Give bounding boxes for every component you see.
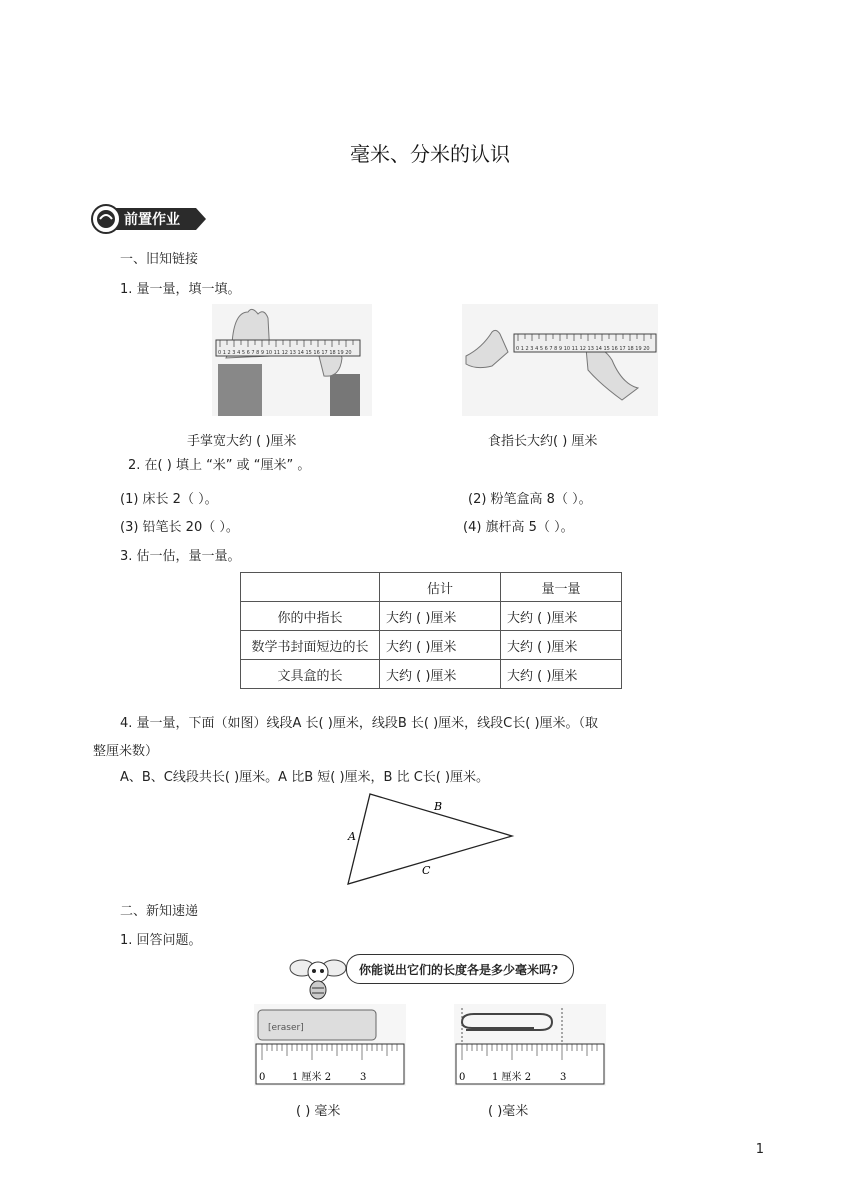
question-3: 3. 估一估，量一量。 (120, 549, 241, 564)
answer-paperclip-mm: ( )毫米 (488, 1104, 529, 1119)
segment-label-c: C (422, 864, 431, 877)
section-badge (90, 204, 210, 234)
segment-label-b: B (434, 800, 443, 813)
speech-bubble-text: 你能说出它们的长度各是多少毫米吗? (359, 963, 559, 977)
caption-palm-width: 手掌宽大约 ( )厘米 (187, 434, 297, 449)
triangle-figure (340, 790, 520, 890)
bee-mascot-icon (288, 952, 348, 1000)
ruler-label-0: 0 (459, 1072, 466, 1083)
answer-eraser-mm: ( ) 毫米 (296, 1104, 341, 1119)
table-header-row (241, 573, 622, 602)
table-cell: 大约 ( )厘米 (380, 631, 501, 660)
table-cell: 大约 ( )厘米 (501, 631, 622, 660)
q2-item-2: (2) 粉笔盒高 8（ ）。 (468, 492, 592, 507)
table-row (241, 602, 622, 631)
q2-item-1: (1) 床长 2（ ）。 (120, 492, 218, 507)
table-cell: 你的中指长 (241, 602, 380, 631)
question-4-line-1: 4. 量一量，下面（如图）线段A 长( )厘米，线段B 长( )厘米，线段C长( )厘米。（取 (120, 716, 599, 731)
caption-finger-length: 食指长大约( ) 厘米 (488, 434, 598, 449)
ruler-label-3: 3 (360, 1072, 367, 1083)
question-4-line-2: 整厘米数） (93, 744, 159, 759)
ruler-numbers: 0 1 2 3 4 5 6 7 8 9 10 11 12 13 14 15 16 17 18 19 20 (516, 346, 650, 352)
table-cell: 大约 ( )厘米 (380, 660, 501, 689)
segment-label-a: A (348, 830, 356, 843)
hand-ruler-illustration-left (212, 304, 372, 416)
ruler-label-0: 0 (259, 1072, 266, 1083)
ruler-label-mid: 1 厘米 2 (492, 1072, 532, 1083)
table-header-cell (241, 573, 380, 602)
svg-text:[eraser]: [eraser] (268, 1023, 304, 1033)
hand-ruler-illustration-right (462, 304, 658, 416)
question-4-line-3: A、B、C线段共长( )厘米。A 比B 短( )厘米，B 比 C长( )厘米。 (120, 770, 490, 785)
question-2-1: 1. 回答问题。 (120, 933, 202, 948)
speech-bubble (346, 954, 574, 984)
table-cell: 大约 ( )厘米 (380, 602, 501, 631)
question-1: 1. 量一量，填一填。 (120, 282, 241, 297)
question-2: 2. 在( ) 填上 “米” 或 “厘米” 。 (128, 458, 311, 473)
ruler-label-mid: 1 厘米 2 (292, 1072, 332, 1083)
table-cell: 数学书封面短边的长 (241, 631, 380, 660)
section-heading-2: 二、新知速递 (120, 904, 199, 919)
table-header-cell: 估计 (380, 573, 501, 602)
q2-item-4: (4) 旗杆高 5（ ）。 (463, 520, 574, 535)
table-row (241, 660, 622, 689)
table-cell: 大约 ( )厘米 (501, 602, 622, 631)
paperclip-ruler-figure (454, 1004, 606, 1086)
table-header-cell: 量一量 (501, 573, 622, 602)
estimate-table (240, 572, 622, 689)
page-title: 毫米、分米的认识 (350, 142, 510, 166)
table-cell: 文具盒的长 (241, 660, 380, 689)
table-cell: 大约 ( )厘米 (501, 660, 622, 689)
page-number: 1 (755, 1142, 764, 1157)
q2-item-3: (3) 铅笔长 20（ ）。 (120, 520, 239, 535)
badge-label: 前置作业 (124, 212, 180, 228)
ruler-label-3: 3 (560, 1072, 567, 1083)
eraser-ruler-figure (254, 1004, 406, 1086)
table-row (241, 631, 622, 660)
section-heading-1: 一、旧知链接 (120, 252, 199, 267)
ruler-numbers: 0 1 2 3 4 5 6 7 8 9 10 11 12 13 14 15 16 17 18 19 20 (218, 350, 352, 356)
